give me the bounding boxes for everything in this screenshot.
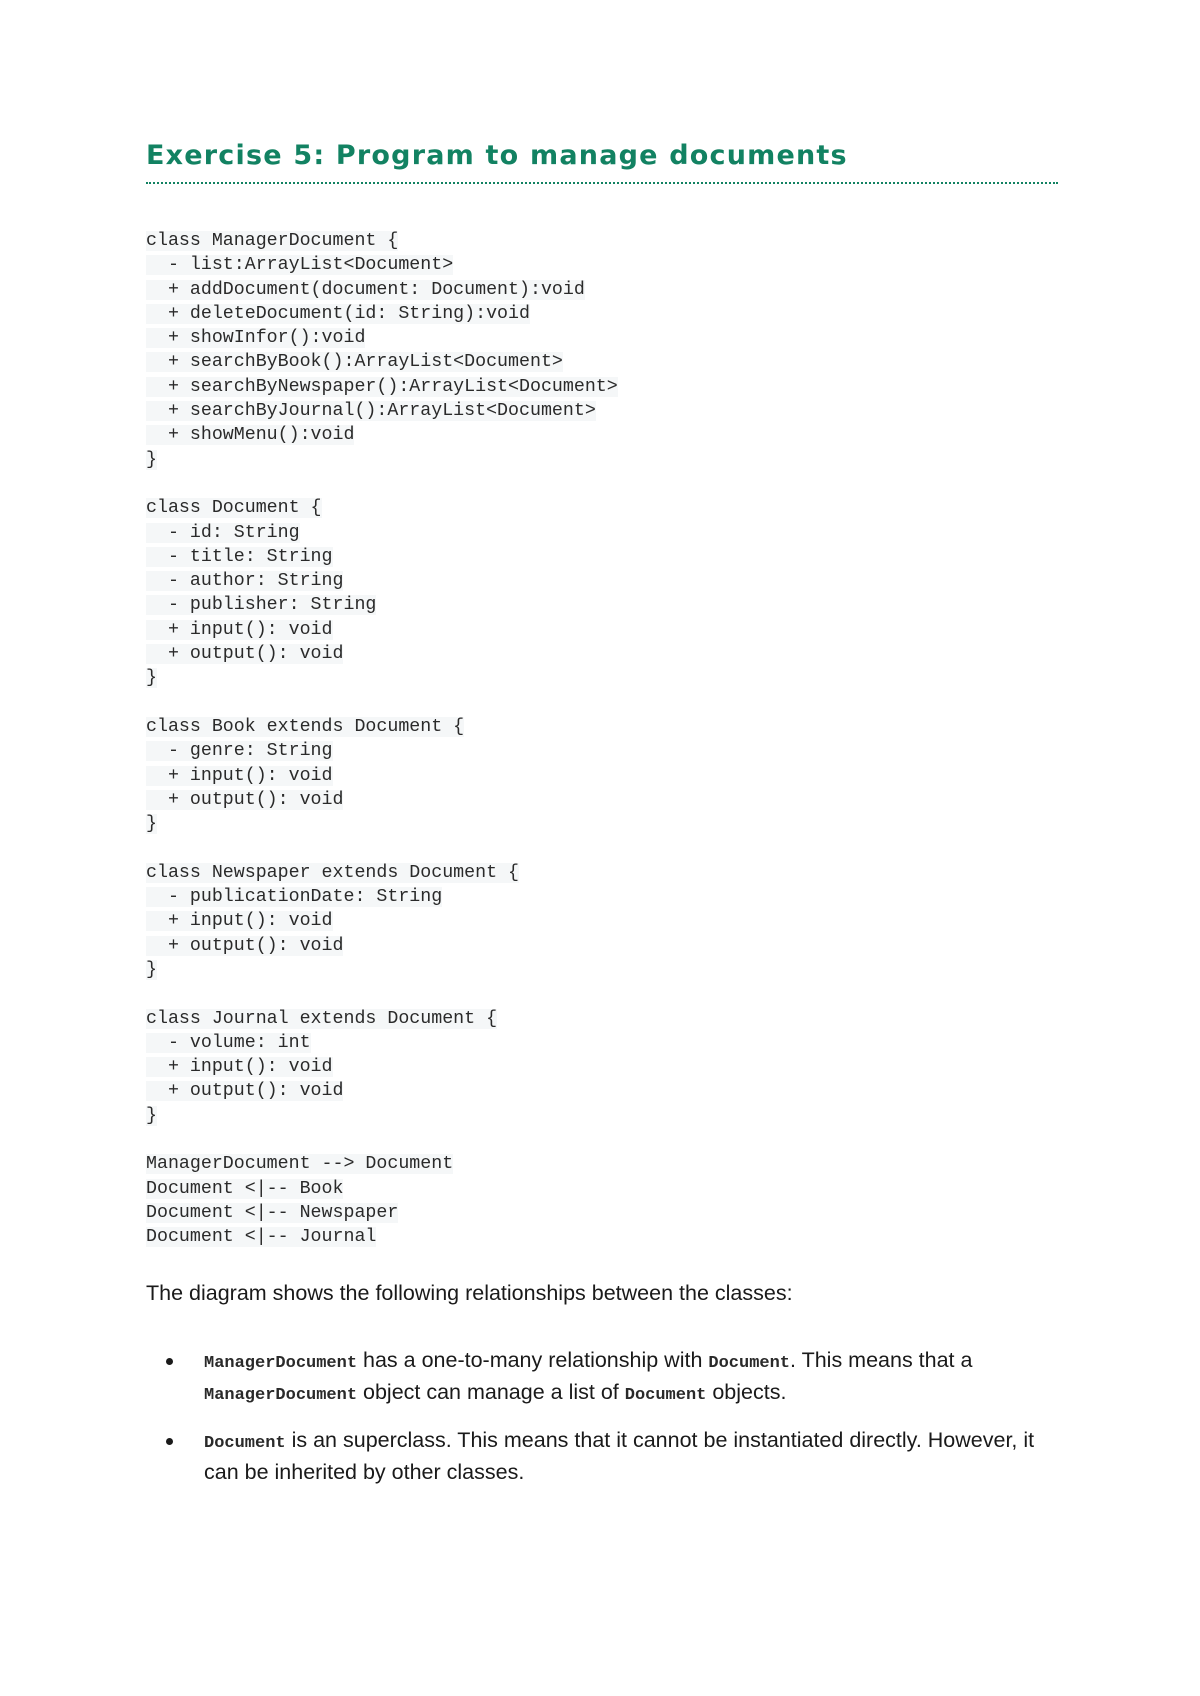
code-line [146, 375, 1046, 399]
inline-code: ManagerDocument [204, 1354, 358, 1373]
code-line-text: - author: String [146, 571, 344, 592]
code-line [146, 1104, 1046, 1128]
code-line [146, 1079, 1046, 1103]
bullet-dot-icon [166, 1438, 173, 1445]
code-line [146, 423, 1046, 447]
code-line-text: } [146, 959, 157, 980]
code-line [146, 278, 1046, 302]
code-line [146, 326, 1046, 350]
bullet-text: is an superclass. This means that it cannot be instantiated directly. However, it can be inherited by other classes. [204, 1428, 1035, 1484]
code-line-text: + showMenu():void [146, 425, 355, 446]
code-line [146, 350, 1046, 374]
code-line-text: + output(): void [146, 935, 344, 956]
code-line [146, 618, 1046, 642]
code-line-text: class Document { [146, 498, 322, 519]
code-line-text: - volume: int [146, 1032, 311, 1053]
relationships-list [146, 1346, 1046, 1502]
code-line [146, 399, 1046, 423]
code-line [146, 569, 1046, 593]
list-item [146, 1426, 1046, 1486]
relationships-intro: The diagram shows the following relationships between the classes: [146, 1281, 793, 1305]
code-line-text: Document <|-- Journal [146, 1227, 377, 1248]
code-line [146, 764, 1046, 788]
code-line-text: + input(): void [146, 1057, 333, 1078]
code-line [146, 788, 1046, 812]
code-blank-line [146, 472, 1046, 496]
code-line-text: + output(): void [146, 644, 344, 665]
code-line-text: + searchByBook():ArrayList<Document> [146, 352, 563, 373]
code-line [146, 1007, 1046, 1031]
code-line-text: - id: String [146, 522, 300, 543]
code-line-text: + input(): void [146, 765, 333, 786]
code-line [146, 1152, 1046, 1176]
code-line [146, 642, 1046, 666]
code-line-text: } [146, 449, 157, 470]
code-line [146, 448, 1046, 472]
code-line-text: class Newspaper extends Document { [146, 862, 519, 883]
code-blank-line [146, 691, 1046, 715]
code-line [146, 934, 1046, 958]
code-line-text: + searchByJournal():ArrayList<Document> [146, 401, 596, 422]
code-blank-line [146, 836, 1046, 860]
list-item [146, 1346, 1046, 1410]
code-line [146, 545, 1046, 569]
code-line [146, 666, 1046, 690]
code-blank-line [146, 982, 1046, 1006]
bullet-text: . This means that a [790, 1348, 973, 1372]
code-line [146, 1201, 1046, 1225]
code-line-text: - publicationDate: String [146, 887, 443, 908]
code-line [146, 739, 1046, 763]
inline-code: ManagerDocument [204, 1386, 358, 1405]
code-line [146, 253, 1046, 277]
bullet-text: objects. [706, 1380, 787, 1404]
code-line-text: + input(): void [146, 619, 333, 640]
code-line-text: + addDocument(document: Document):void [146, 279, 585, 300]
code-line-text: Document <|-- Book [146, 1178, 344, 1199]
code-line [146, 302, 1046, 326]
code-line-text: + searchByNewspaper():ArrayList<Document> [146, 376, 618, 397]
code-line [146, 1177, 1046, 1201]
code-line [146, 885, 1046, 909]
code-line [146, 1225, 1046, 1249]
code-line-text: Document <|-- Newspaper [146, 1202, 399, 1223]
code-line [146, 229, 1046, 253]
code-line-text: ManagerDocument --> Document [146, 1154, 454, 1175]
code-blank-line [146, 1128, 1046, 1152]
bullet-dot-icon [166, 1358, 173, 1365]
code-line [146, 521, 1046, 545]
code-line [146, 909, 1046, 933]
code-line-text: class ManagerDocument { [146, 231, 399, 251]
code-line-text: class Book extends Document { [146, 716, 465, 737]
code-line [146, 715, 1046, 739]
code-line-text: + input(): void [146, 911, 333, 932]
page-title: Exercise 5: Program to manage documents [146, 140, 848, 171]
code-line-text: } [146, 668, 157, 689]
code-line-text: - title: String [146, 546, 333, 567]
bullet-text: object can manage a list of [357, 1380, 625, 1404]
code-line [146, 861, 1046, 885]
code-line-text: + deleteDocument(id: String):void [146, 303, 530, 324]
code-line-text: - publisher: String [146, 595, 377, 616]
code-line [146, 1055, 1046, 1079]
code-line-text: - genre: String [146, 741, 333, 762]
code-line-text: class Journal extends Document { [146, 1008, 498, 1029]
code-line [146, 812, 1046, 836]
bullet-text: has a one-to-many relationship with [357, 1348, 709, 1372]
code-line [146, 593, 1046, 617]
code-line [146, 958, 1046, 982]
code-line [146, 1031, 1046, 1055]
code-line [146, 496, 1046, 520]
code-line-text: } [146, 814, 157, 835]
code-line-text: - list:ArrayList<Document> [146, 255, 454, 276]
code-block [146, 229, 1046, 1249]
code-line-text: } [146, 1105, 157, 1126]
code-line-text: + output(): void [146, 1081, 344, 1102]
title-underline [146, 182, 1058, 184]
inline-code: Document [204, 1434, 286, 1453]
code-line-text: + showInfor():void [146, 328, 366, 349]
inline-code: Document [624, 1386, 707, 1405]
inline-code: Document [708, 1354, 791, 1373]
code-line-text: + output(): void [146, 789, 344, 810]
